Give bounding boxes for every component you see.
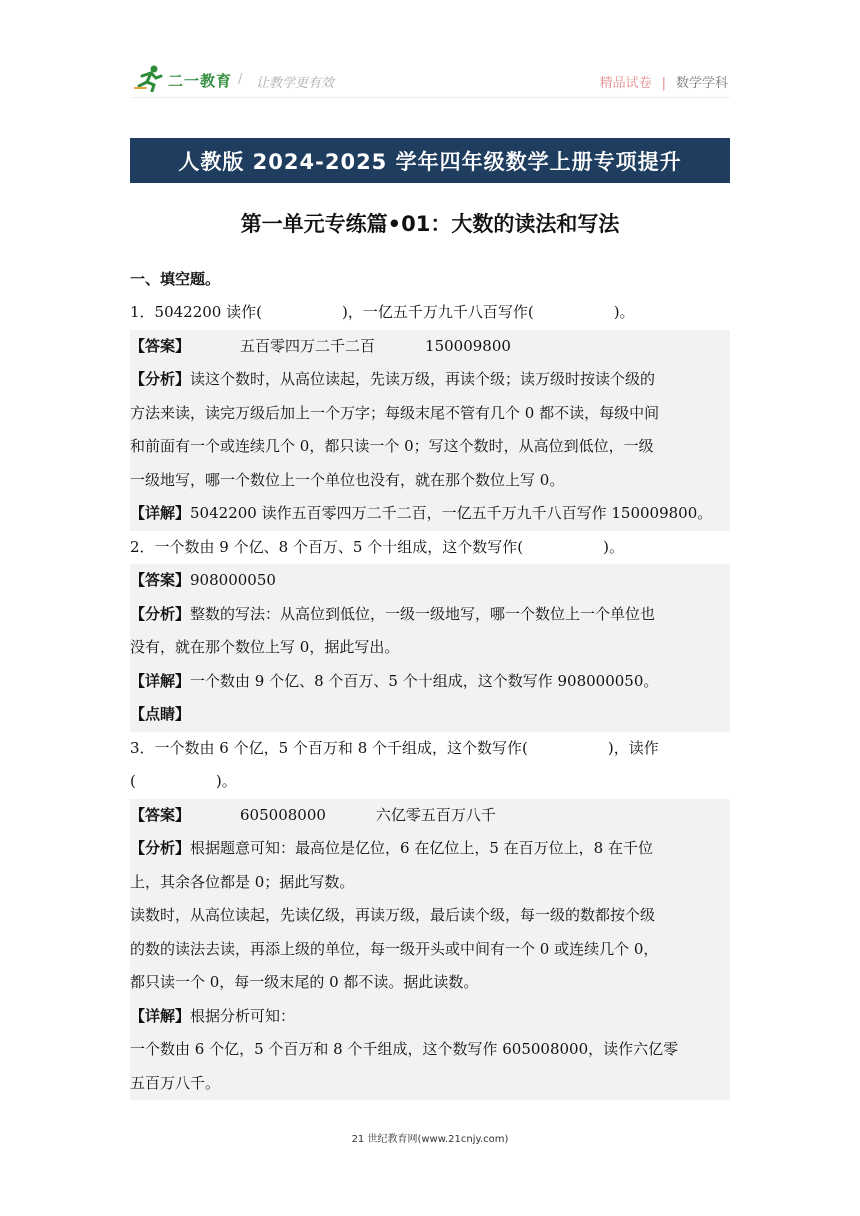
q1-answer <box>130 330 730 364</box>
q1-text-c: )。 <box>613 303 635 321</box>
q1-detail-1: 5042200 读作五百零四万二千二百，一亿五千万九千八百写作 150009800。 <box>190 504 713 522</box>
header-slash: / <box>238 72 243 87</box>
q3-analysis-line: 读数时，从高位读起，先读亿级，再读万级，最后读个级，每一级的数都按个级 <box>130 899 730 933</box>
question-3 <box>130 732 730 766</box>
q2-text-a: 2．一个数由 9 个亿、8 个百万、5 个十组成，这个数写作( <box>130 537 524 556</box>
tag-subject: 数学学科 <box>675 76 728 91</box>
q3-analysis-line: 都只读一个 0，每一级末尾的 0 都不读。据此读数。 <box>130 966 730 1000</box>
q2-detail <box>130 665 730 699</box>
brand-name: 二一教育 <box>168 72 233 90</box>
q3-detail-line: 一个数由 6 个亿，5 个百万和 8 个千组成，这个数写作 605008000，读作六亿零 <box>130 1033 730 1067</box>
q3-answer-1: 605008000 <box>240 805 326 824</box>
q3-answer-2: 六亿零五百万八千 <box>375 805 496 824</box>
q3-detail <box>130 1000 730 1034</box>
analysis-tag: 【分析】 <box>130 839 191 857</box>
answer-tag: 【答案】 <box>130 336 191 355</box>
section-heading: 一、填空题。 <box>130 270 221 288</box>
q3-text-c: ( <box>130 772 136 790</box>
question-2 <box>130 531 730 565</box>
q2-answer-1: 908000050 <box>190 571 276 589</box>
q3-analysis-line <box>130 832 730 866</box>
q3-analysis-line: 上，其余各位都是 0；据此写数。 <box>130 866 730 900</box>
title-banner: 人教版 2024-2025 学年四年级数学上册专项提升 <box>130 138 730 183</box>
analysis-tag: 【分析】 <box>130 604 191 623</box>
page-header <box>0 0 860 110</box>
q1-answer-1: 五百零四万二千二百 <box>240 336 376 355</box>
q1-analysis-line <box>130 363 730 397</box>
runner-logo-icon <box>134 64 164 92</box>
page-subtitle: 第一单元专练篇•01：大数的读法和写法 <box>240 212 620 236</box>
q1-analysis-1: 读这个数时，从高位读起，先读万级，再读个级；读万级时按读个级的 <box>190 370 656 388</box>
q1-analysis-line: 方法来读，读完万级后加上一个万字；每级末尾不管有几个 0 都不读，每级中间 <box>130 397 730 431</box>
q1-detail <box>130 497 730 531</box>
detail-tag: 【详解】 <box>130 504 191 522</box>
q1-text-b: )，一亿五千万九千八百写作( <box>341 303 534 321</box>
q3-text-d: )。 <box>215 772 237 790</box>
detail-tag: 【详解】 <box>130 671 191 690</box>
header-rule <box>130 97 730 98</box>
q2-analysis-line: 没有，就在那个数位上写 0，据此写出。 <box>130 631 730 665</box>
header-tags <box>600 72 728 91</box>
detail-tag: 【详解】 <box>130 1006 191 1025</box>
tag-divider: | <box>661 76 666 91</box>
question-1 <box>130 296 730 330</box>
analysis-tag: 【分析】 <box>130 370 191 388</box>
q1-text-a: 1．5042200 读作( <box>130 303 262 321</box>
questions <box>130 296 730 1100</box>
q2-analysis-line <box>130 598 730 632</box>
q2-analysis-1: 整数的写法：从高位到低位，一级一级地写，哪一个数位上一个单位也 <box>190 604 656 623</box>
comment-tag: 【点睛】 <box>130 705 191 723</box>
q3-detail-1: 根据分析可知： <box>190 1006 296 1025</box>
q2-comment <box>130 698 730 732</box>
answer-tag: 【答案】 <box>130 571 191 589</box>
tag-premium: 精品试卷 <box>599 76 652 91</box>
q3-analysis-1: 根据题意可知：最高位是亿位，6 在亿位上，5 在百万位上，8 在千位 <box>190 839 653 857</box>
q2-detail-1: 一个数由 9 个亿、8 个百万、5 个十组成，这个数写作 908000050。 <box>190 671 659 690</box>
q2-text-b: )。 <box>603 537 624 556</box>
q3-text-a: 3．一个数由 6 个亿，5 个百万和 8 个千组成，这个数写作( <box>130 738 528 757</box>
q1-analysis-line: 一级地写，哪一个数位上一个单位也没有，就在那个数位上写 0。 <box>130 464 730 498</box>
answer-tag: 【答案】 <box>130 805 191 824</box>
slogan: 让教学更有效 <box>256 76 335 91</box>
q3-analysis-line: 的数的读法去读，再添上级的单位，每一级开头或中间有一个 0 或连续几个 0， <box>130 933 730 967</box>
q2-answer <box>130 564 730 598</box>
q1-answer-2: 150009800 <box>425 336 511 355</box>
q3-detail-line: 五百万八千。 <box>130 1067 730 1101</box>
q3-text-b: )，读作 <box>607 738 659 757</box>
q1-analysis-line: 和前面有一个或连续几个 0，都只读一个 0；写这个数时，从高位到低位，一级 <box>130 430 730 464</box>
question-3-cont <box>130 765 730 799</box>
page-footer: 21 世纪教育网(www.21cnjy.com) <box>351 1134 509 1145</box>
q3-answer <box>130 799 730 833</box>
